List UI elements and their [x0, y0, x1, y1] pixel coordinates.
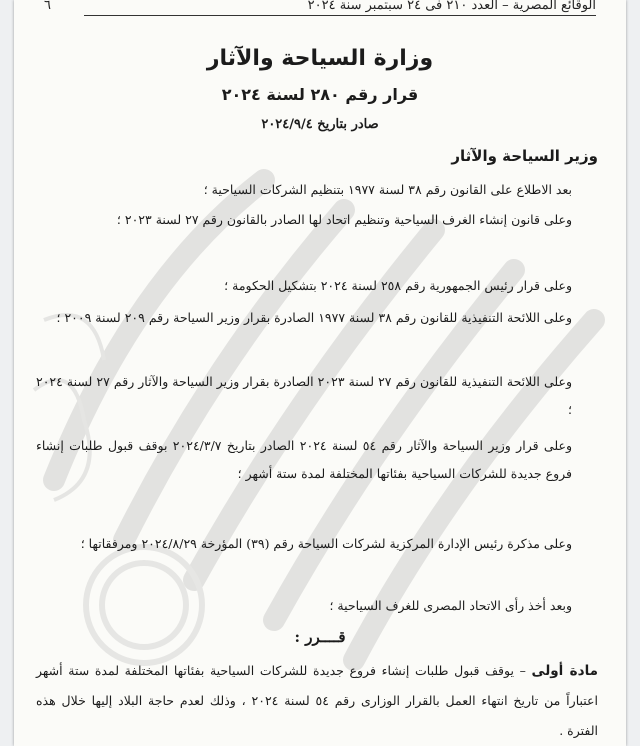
gazette-page — [14, 0, 626, 746]
preamble-paragraph: وعلى قرار وزير السياحة والآثار رقم ٥٤ لسنة ٢٠٢٤ الصادر بتاريخ ٢٠٢٤/٣/٧ بوقف قبول طلبات إنشاء فروع جديدة للشركات السياحية بفئاتها المختلفة لمدة ستة أشهر ؛ — [36, 438, 572, 481]
article-text: – يوقف قبول طلبات إنشاء فروع جديدة للشركات السياحية بفئاتها المختلفة لمدة ستة أشهر اعتباراً من تاريخ انتهاء العمل بالقرار الوزارى رقم ٥٤ لسنة ٢٠٢٤ ، وذلك لعدم حاجة البلاد إليها خلال هذه الفترة . — [36, 663, 598, 738]
running-title: الوقائع المصرية – العدد ٢١٠ فى ٢٤ سبتمبر سنة ٢٠٢٤ — [307, 0, 596, 13]
minister-heading: وزير السياحة والآثار — [451, 147, 598, 165]
decree-title: قرار رقم ٢٨٠ لسنة ٢٠٢٤ — [221, 85, 419, 104]
article-label: مادة أولى — [531, 663, 598, 679]
preamble-paragraph: وعلى اللائحة التنفيذية للقانون رقم ٣٨ لسنة ١٩٧٧ الصادرة بقرار وزير السياحة رقم ٢٠٩ لسنة ٢٠٠٩ ؛ — [56, 310, 572, 325]
document-body — [14, 0, 626, 746]
running-header — [44, 0, 596, 16]
preamble-paragraph: وعلى مذكرة رئيس الإدارة المركزية لشركات السياحة رقم (٣٩) المؤرخة ٢٠٢٤/٨/٢٩ ومرفقاتها ؛ — [80, 536, 572, 551]
article-one — [36, 656, 598, 746]
page-number: ٦ — [44, 0, 51, 13]
preamble-paragraph: بعد الاطلاع على القانون رقم ٣٨ لسنة ١٩٧٧ بتنظيم الشركات السياحية ؛ — [203, 182, 572, 197]
ministry-title: وزارة السياحة والآثار — [206, 46, 434, 71]
issued-date: صادر بتاريخ ٢٠٢٤/٩/٤ — [261, 117, 379, 132]
preamble-paragraph: وعلى قرار رئيس الجمهورية رقم ٢٥٨ لسنة ٢٠٢٤ بتشكيل الحكومة ؛ — [224, 278, 572, 293]
preamble-paragraph: وعلى قانون إنشاء الغرف السياحية وتنظيم اتحاد لها الصادر بالقانون رقم ٢٧ لسنة ٢٠٢٣ ؛ — [116, 212, 572, 227]
preamble-paragraph: وبعد أخذ رأى الاتحاد المصرى للغرف السياحية ؛ — [329, 598, 572, 613]
preamble-paragraph: وعلى اللائحة التنفيذية للقانون رقم ٢٧ لسنة ٢٠٢٣ الصادرة بقرار وزير السياحة والآثار رقم ٢٧ لسنة ٢٠٢٤ ؛ — [36, 374, 572, 417]
decides-heading: قــــرر : — [294, 628, 346, 646]
